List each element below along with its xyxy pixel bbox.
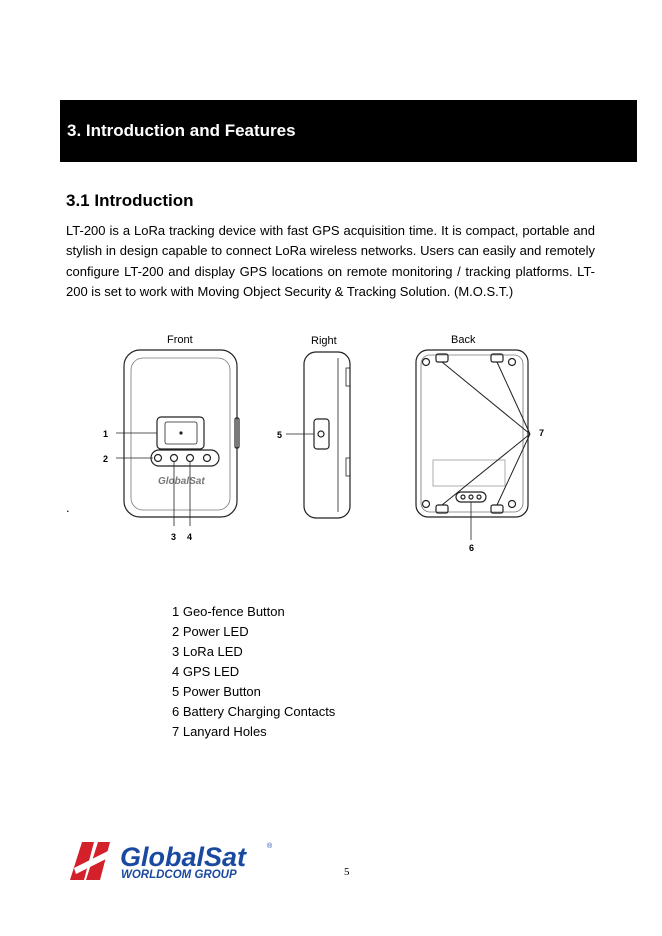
legend-list [172,602,335,742]
legend-item: 6 Battery Charging Contacts [172,704,336,719]
callout-7: 7 [539,428,545,438]
device-diagram [60,328,620,558]
legend-item: 1 Geo-fence Button [172,604,285,619]
intro-paragraph: LT-200 is a LoRa tracking device with fast GPS acquisition time. It is compact, portable and stylish in design capable to connect LoRa wireless networks. Users can easily and remotely configure LT-200 and display GPS locations on remote monitoring / tracking platforms. LT-200 is set to work with Moving Object Security & Tracking Solution. (M.O.S.T.) [66,223,595,299]
callout-1: 1 [103,429,109,439]
logo-brand: GlobalSat [120,842,247,872]
callout-5: 5 [277,430,283,440]
callout-4: 4 [187,532,193,542]
legend-item: 3 LoRa LED [172,644,243,659]
logo-tagline: WORLDCOM GROUP [121,869,237,881]
legend-item: 7 Lanyard Holes [172,724,267,739]
front-device-brand: GlobalSat [158,476,205,487]
page-number: 5 [344,866,350,878]
label-back: Back [451,334,476,346]
legend-item: 2 Power LED [172,624,249,639]
logo-registered: ® [267,843,273,850]
intro-heading: 3.1 Introduction [66,191,194,210]
right-view [304,352,350,518]
back-callout-lines [442,362,530,540]
back-view [416,350,528,517]
legend-item: 4 GPS LED [172,664,240,679]
label-right: Right [311,335,337,347]
callout-6: 6 [469,543,475,553]
logo-mark-icon [70,842,116,880]
callout-3: 3 [171,532,177,542]
label-front: Front [167,334,193,346]
section-title: 3. Introduction and Features [67,121,296,140]
legend-item: 5 Power Button [172,684,261,699]
front-view [124,350,239,517]
stray-dot: . [66,500,70,515]
section-header-bar [60,100,637,162]
globalsat-logo [68,838,278,882]
callout-2: 2 [103,454,109,464]
